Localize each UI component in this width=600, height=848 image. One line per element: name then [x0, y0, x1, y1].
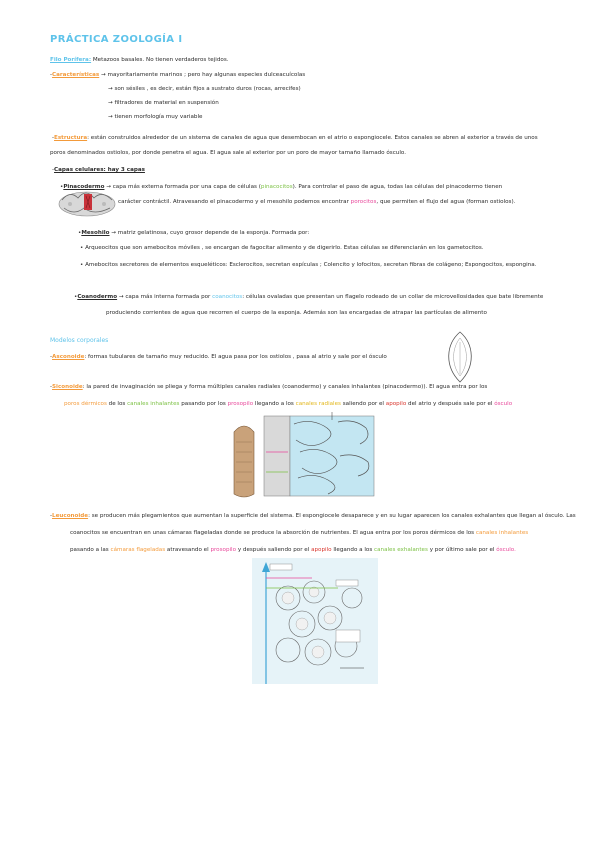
canales-inhalantes-term: canales inhalantes: [127, 401, 180, 407]
leuconoide-text: : se producen más plegamientos que aumentan la superficie del sistema. El espongiocele desaparece y en su lugar aparecen los canales exhalantes que llegan al ósculo. Las: [88, 513, 576, 519]
asconoide-label: Asconoide: [52, 354, 85, 360]
estructura-text-1: : están construidos alrededor de un sistema de canales de agua que desembocan en el atrio o espongiocele. Estos canales se abren al exterior a través de unos: [87, 135, 538, 141]
pinacodermo-text: , que permiten el flujo del agua (forman ostiolos).: [376, 199, 516, 205]
osculo-term: ósculo: [494, 401, 513, 407]
osculo-term: ósculo.: [496, 547, 516, 553]
capas-label: Capas celulares: hay 3 capas: [54, 167, 145, 173]
estructura-label: Estructura: [54, 135, 88, 141]
siconoide-illustration: [220, 412, 380, 502]
coanocitos-term: coanocitos: [212, 294, 243, 300]
filo-label: Filo Porífera:: [50, 57, 92, 63]
apopilo-term: apopilo: [385, 401, 407, 407]
porocitos-term: porocitos: [350, 199, 377, 205]
leuconoide-text: atravesando el: [166, 547, 209, 553]
estructura-line: -Estructura: están construidos alrededor de un sistema de canales de agua que desembocan en el atrio o espongiocele. Estos canales se abren al exterior a través de unos: [52, 135, 538, 141]
leuconoide-text: coanocitos se encuentran en unas cámaras flageladas donde se produce la absorción de nutrientes. El agua entra por los poros dérmicos de los: [70, 530, 475, 536]
coanodermo-line: •Coanodermo → capa más interna formada por coanocitos: células ovaladas que presentan un flagelo rodeado de un collar de microvellosidades que bate libremente: [74, 294, 544, 300]
canales-exhalantes-term: canales exhalantes: [374, 547, 428, 553]
siconoide-line-2: [64, 401, 512, 408]
camaras-flageladas-term: cámaras flageladas: [110, 547, 166, 553]
apopilo-term: apopilo: [311, 547, 332, 553]
coanodermo-text: → capa más interna formada por: [118, 294, 211, 300]
siconoide-label: Siconoide: [52, 384, 83, 390]
prosopilo-term: prosopilo: [227, 401, 254, 407]
coanodermo-label: Coanodermo: [77, 294, 118, 300]
leuconoide-label: Leuconoide: [52, 513, 89, 519]
siconoide-text: saliendo por el: [342, 401, 384, 407]
siconoide-text: : la pared de invaginación se pliega y forma múltiples canales radiales (coanodermo) y canales inhalantes (pinacodermo)). El agua entra por los: [82, 384, 488, 390]
mesohilo-label: Mesohilo: [81, 230, 110, 236]
modelos-heading: Modelos corporales: [50, 337, 109, 344]
pinacodermo-line: •Pinacodermo → capa más externa formada por una capa de células (pinacocitos). Para controlar el paso de agua, todas las células del pinacodermo tienen: [60, 184, 503, 190]
capas-heading: -Capas celulares: hay 3 capas: [52, 167, 145, 173]
caracteristica-item: → son sésiles , es decir, están fijos a sustrato duros (rocas, arrecifes): [108, 86, 301, 92]
filo-line: [50, 57, 229, 64]
canales-inhalantes-term: canales inhalantes: [475, 530, 529, 536]
mesohilo-item-1: • Arqueocitos que son amebocitos móviles , se encargan de fagocitar alimento y de digerirlo. Estas células se diferenciarán en los gametocitos.: [80, 245, 484, 251]
prosopilo-term: prosopilo: [210, 547, 237, 553]
estructura-text-2: poros denominados ostiolos, por donde penetra el agua. El agua sale al exterior por un poro de mayor tamaño llamado ósculo.: [50, 150, 406, 156]
siconoide-text: llegando a los: [254, 401, 294, 407]
pinacodermo-text: ). Para controlar el paso de agua, todas las células del pinacodermo tienen: [292, 184, 503, 190]
coanodermo-text-2: produciendo corrientes de agua que recorren el cuerpo de la esponja. Además son las encargadas de atrapar las partículas de alimento: [106, 310, 487, 316]
caracteristica-item: → mayoritariamente marinos ; pero hay algunas especies dulceacuícolas: [101, 72, 306, 78]
asconoide-line: -Asconoide: formas tubulares de tamaño muy reducido. El agua pasa por los ostiolos , pasa al atrio y sale por el ósculo: [50, 354, 387, 360]
caracteristicas-label: Características: [52, 72, 100, 78]
mesohilo-text: → matriz gelatinosa, cuyo grosor depende de la esponja. Formada por:: [111, 230, 310, 236]
pinacodermo-label: Pinacodermo: [63, 184, 105, 190]
filo-text: Metazoos basales. No tienen verdaderos tejidos.: [92, 57, 229, 63]
poros-term: poros dérmicos: [64, 401, 107, 407]
caracteristica-item: → filtradores de material en suspensión: [108, 100, 219, 106]
leuconoide-line-3: [70, 547, 516, 554]
asconoide-text: : formas tubulares de tamaño muy reducido. El agua pasa por los ostiolos , pasa al atrio y sale por el ósculo: [84, 354, 387, 360]
pinacodermo-illustration: [56, 186, 118, 222]
caracteristicas-line: -Características → mayoritariamente marinos ; pero hay algunas especies dulceacuícolas: [50, 72, 306, 78]
siconoide-text: de los: [108, 401, 126, 407]
leuconoide-line-2: [70, 530, 528, 537]
pinacodermo-line-2: [118, 199, 515, 206]
leuconoide-text: llegando a los: [333, 547, 373, 553]
pinacocitos-term: pinacocitos: [260, 184, 293, 190]
canales-radiales-term: canales radiales: [295, 401, 341, 407]
leuconoide-text: y por último sale por el: [429, 547, 495, 553]
caracteristica-item: → tienen morfología muy variable: [108, 114, 203, 120]
siconoide-text: pasando por los: [181, 401, 226, 407]
leuconoide-line: -Leuconoide: se producen más plegamientos que aumentan la superficie del sistema. El espongiocele desaparece y en su lugar aparecen los canales exhalantes que llegan al ósculo. Las: [50, 513, 576, 519]
asconoide-illustration: [440, 330, 480, 384]
leuconoide-text: y después saliendo por el: [237, 547, 310, 553]
siconoide-text: del atrio y después sale por el: [408, 401, 493, 407]
leuconoide-text: pasando a las: [70, 547, 109, 553]
pinacodermo-text: → capa más externa formada por una capa de células (: [106, 184, 261, 190]
mesohilo-item-2: • Amebocitos secretores de elementos esqueléticos: Esclerocitos, secretan espículas ; Colencito y lofocitos, secretan fibras de colágeno; Espongocitos, espongina.: [80, 262, 537, 268]
page-title: PRÁCTICA ZOOLOGÍA I: [50, 34, 183, 45]
coanodermo-text: : células ovaladas que presentan un flagelo rodeado de un collar de microvellosidades que bate libremente: [242, 294, 544, 300]
siconoide-line: -Siconoide: la pared de invaginación se pliega y forma múltiples canales radiales (coanodermo) y canales inhalantes (pinacodermo)). El agua entra por los: [50, 384, 488, 390]
pinacodermo-text: carácter contráctil. Atravesando el pinacodermo y el mesohilo podemos encontrar: [118, 199, 349, 205]
leuconoide-illustration: [252, 558, 378, 684]
mesohilo-line: •Mesohilo → matriz gelatinosa, cuyo grosor depende de la esponja. Formada por:: [78, 230, 310, 236]
